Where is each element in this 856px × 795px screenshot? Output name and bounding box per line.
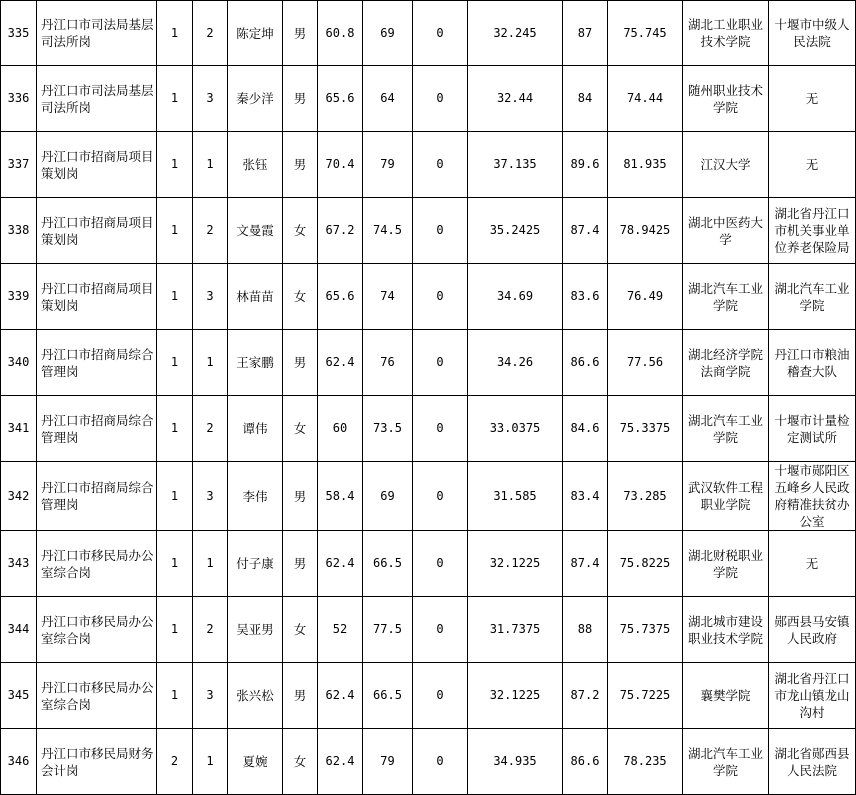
table-row [1, 66, 856, 132]
written-score-cell: 65.6 [318, 66, 363, 132]
name-cell: 林苗苗 [228, 264, 283, 330]
bonus-score-cell: 0 [413, 198, 468, 264]
name-cell: 秦少洋 [228, 66, 283, 132]
row-number: 345 [1, 663, 37, 729]
hiring-count-cell: 1 [157, 531, 193, 597]
converted-score-cell: 37.135 [468, 132, 563, 198]
converted-score-cell: 34.26 [468, 330, 563, 396]
bonus-score-cell: 0 [413, 396, 468, 462]
rank-cell: 2 [193, 1, 228, 66]
row-number: 346 [1, 729, 37, 795]
name-cell: 李伟 [228, 462, 283, 531]
total-score-cell: 75.7375 [608, 597, 683, 663]
school-cell: 湖北汽车工业学院 [683, 396, 769, 462]
workplace-cell: 无 [769, 66, 856, 132]
hiring-count-cell: 1 [157, 198, 193, 264]
gender-cell: 男 [283, 462, 318, 531]
interview-score-cell: 66.5 [363, 531, 413, 597]
total-score-cell: 81.935 [608, 132, 683, 198]
row-number: 341 [1, 396, 37, 462]
skill-score-cell: 84 [563, 66, 608, 132]
rank-cell: 2 [193, 396, 228, 462]
written-score-cell: 60 [318, 396, 363, 462]
row-number: 339 [1, 264, 37, 330]
table-row [1, 264, 856, 330]
bonus-score-cell: 0 [413, 729, 468, 795]
total-score-cell: 74.44 [608, 66, 683, 132]
interview-score-cell: 66.5 [363, 663, 413, 729]
rank-cell: 1 [193, 729, 228, 795]
gender-cell: 男 [283, 1, 318, 66]
bonus-score-cell: 0 [413, 1, 468, 66]
total-score-cell: 75.3375 [608, 396, 683, 462]
skill-score-cell: 87.4 [563, 198, 608, 264]
skill-score-cell: 88 [563, 597, 608, 663]
converted-score-cell: 32.44 [468, 66, 563, 132]
converted-score-cell: 31.7375 [468, 597, 563, 663]
workplace-cell: 无 [769, 531, 856, 597]
school-cell: 随州职业技术学院 [683, 66, 769, 132]
table-row [1, 462, 856, 531]
written-score-cell: 65.6 [318, 264, 363, 330]
rank-cell: 3 [193, 66, 228, 132]
interview-score-cell: 79 [363, 729, 413, 795]
hiring-count-cell: 1 [157, 330, 193, 396]
hiring-count-cell: 1 [157, 462, 193, 531]
row-number: 343 [1, 531, 37, 597]
table-row [1, 330, 856, 396]
total-score-cell: 78.9425 [608, 198, 683, 264]
workplace-cell: 十堰市郧阳区五峰乡人民政府精准扶贫办公室 [769, 462, 856, 531]
hiring-count-cell: 1 [157, 66, 193, 132]
table-body [1, 1, 856, 795]
position-cell: 丹江口市招商局综合管理岗 [37, 396, 157, 462]
name-cell: 谭伟 [228, 396, 283, 462]
school-cell: 湖北汽车工业学院 [683, 264, 769, 330]
workplace-cell: 郧西县马安镇人民政府 [769, 597, 856, 663]
row-number: 340 [1, 330, 37, 396]
converted-score-cell: 32.245 [468, 1, 563, 66]
skill-score-cell: 83.4 [563, 462, 608, 531]
written-score-cell: 58.4 [318, 462, 363, 531]
converted-score-cell: 33.0375 [468, 396, 563, 462]
skill-score-cell: 87 [563, 1, 608, 66]
gender-cell: 男 [283, 330, 318, 396]
interview-score-cell: 74 [363, 264, 413, 330]
bonus-score-cell: 0 [413, 66, 468, 132]
name-cell: 王家鹏 [228, 330, 283, 396]
school-cell: 湖北工业职业技术学院 [683, 1, 769, 66]
skill-score-cell: 86.6 [563, 330, 608, 396]
name-cell: 付子康 [228, 531, 283, 597]
total-score-cell: 77.56 [608, 330, 683, 396]
total-score-cell: 75.7225 [608, 663, 683, 729]
total-score-cell: 75.745 [608, 1, 683, 66]
school-cell: 湖北财税职业学院 [683, 531, 769, 597]
hiring-count-cell: 1 [157, 264, 193, 330]
written-score-cell: 52 [318, 597, 363, 663]
name-cell: 张钰 [228, 132, 283, 198]
school-cell: 湖北中医药大学 [683, 198, 769, 264]
written-score-cell: 67.2 [318, 198, 363, 264]
row-number: 344 [1, 597, 37, 663]
written-score-cell: 70.4 [318, 132, 363, 198]
rank-cell: 3 [193, 663, 228, 729]
workplace-cell: 丹江口市粮油稽查大队 [769, 330, 856, 396]
skill-score-cell: 87.2 [563, 663, 608, 729]
position-cell: 丹江口市移民局办公室综合岗 [37, 531, 157, 597]
written-score-cell: 62.4 [318, 663, 363, 729]
written-score-cell: 62.4 [318, 330, 363, 396]
converted-score-cell: 35.2425 [468, 198, 563, 264]
interview-score-cell: 76 [363, 330, 413, 396]
position-cell: 丹江口市招商局项目策划岗 [37, 264, 157, 330]
position-cell: 丹江口市移民局办公室综合岗 [37, 663, 157, 729]
table-row [1, 597, 856, 663]
converted-score-cell: 31.585 [468, 462, 563, 531]
table-row [1, 132, 856, 198]
school-cell: 湖北城市建设职业技术学院 [683, 597, 769, 663]
position-cell: 丹江口市司法局基层司法所岗 [37, 1, 157, 66]
position-cell: 丹江口市招商局综合管理岗 [37, 330, 157, 396]
name-cell: 夏婉 [228, 729, 283, 795]
converted-score-cell: 32.1225 [468, 531, 563, 597]
total-score-cell: 78.235 [608, 729, 683, 795]
name-cell: 张兴松 [228, 663, 283, 729]
row-number: 337 [1, 132, 37, 198]
bonus-score-cell: 0 [413, 663, 468, 729]
gender-cell: 男 [283, 531, 318, 597]
rank-cell: 2 [193, 597, 228, 663]
name-cell: 陈定坤 [228, 1, 283, 66]
table-row [1, 729, 856, 795]
rank-cell: 1 [193, 531, 228, 597]
gender-cell: 女 [283, 396, 318, 462]
interview-score-cell: 69 [363, 462, 413, 531]
interview-score-cell: 69 [363, 1, 413, 66]
position-cell: 丹江口市移民局财务会计岗 [37, 729, 157, 795]
skill-score-cell: 89.6 [563, 132, 608, 198]
rank-cell: 3 [193, 462, 228, 531]
workplace-cell: 十堰市中级人民法院 [769, 1, 856, 66]
hiring-count-cell: 1 [157, 132, 193, 198]
bonus-score-cell: 0 [413, 531, 468, 597]
bonus-score-cell: 0 [413, 462, 468, 531]
skill-score-cell: 84.6 [563, 396, 608, 462]
interview-score-cell: 77.5 [363, 597, 413, 663]
skill-score-cell: 83.6 [563, 264, 608, 330]
hiring-count-cell: 1 [157, 663, 193, 729]
gender-cell: 女 [283, 729, 318, 795]
gender-cell: 女 [283, 264, 318, 330]
table-row [1, 198, 856, 264]
bonus-score-cell: 0 [413, 264, 468, 330]
position-cell: 丹江口市司法局基层司法所岗 [37, 66, 157, 132]
workplace-cell: 湖北省丹江口市机关事业单位养老保险局 [769, 198, 856, 264]
total-score-cell: 76.49 [608, 264, 683, 330]
workplace-cell: 十堰市计量检定测试所 [769, 396, 856, 462]
school-cell: 江汉大学 [683, 132, 769, 198]
row-number: 338 [1, 198, 37, 264]
gender-cell: 男 [283, 66, 318, 132]
table-row [1, 663, 856, 729]
interview-score-cell: 64 [363, 66, 413, 132]
converted-score-cell: 34.69 [468, 264, 563, 330]
gender-cell: 男 [283, 663, 318, 729]
hiring-count-cell: 1 [157, 396, 193, 462]
interview-score-cell: 74.5 [363, 198, 413, 264]
rank-cell: 3 [193, 264, 228, 330]
bonus-score-cell: 0 [413, 330, 468, 396]
position-cell: 丹江口市招商局项目策划岗 [37, 198, 157, 264]
position-cell: 丹江口市招商局综合管理岗 [37, 462, 157, 531]
table-row [1, 396, 856, 462]
gender-cell: 男 [283, 132, 318, 198]
converted-score-cell: 32.1225 [468, 663, 563, 729]
school-cell: 武汉软件工程职业学院 [683, 462, 769, 531]
written-score-cell: 60.8 [318, 1, 363, 66]
workplace-cell: 湖北省郧西县人民法院 [769, 729, 856, 795]
total-score-cell: 75.8225 [608, 531, 683, 597]
row-number: 342 [1, 462, 37, 531]
gender-cell: 女 [283, 597, 318, 663]
written-score-cell: 62.4 [318, 729, 363, 795]
written-score-cell: 62.4 [318, 531, 363, 597]
school-cell: 湖北汽车工业学院 [683, 729, 769, 795]
row-number: 335 [1, 1, 37, 66]
interview-score-cell: 79 [363, 132, 413, 198]
skill-score-cell: 87.4 [563, 531, 608, 597]
interview-score-cell: 73.5 [363, 396, 413, 462]
gender-cell: 女 [283, 198, 318, 264]
school-cell: 湖北经济学院法商学院 [683, 330, 769, 396]
position-cell: 丹江口市移民局办公室综合岗 [37, 597, 157, 663]
rank-cell: 1 [193, 330, 228, 396]
school-cell: 襄樊学院 [683, 663, 769, 729]
name-cell: 文曼霞 [228, 198, 283, 264]
workplace-cell: 湖北汽车工业学院 [769, 264, 856, 330]
skill-score-cell: 86.6 [563, 729, 608, 795]
workplace-cell: 无 [769, 132, 856, 198]
position-cell: 丹江口市招商局项目策划岗 [37, 132, 157, 198]
workplace-cell: 湖北省丹江口市龙山镇龙山沟村 [769, 663, 856, 729]
hiring-count-cell: 1 [157, 597, 193, 663]
hiring-count-cell: 1 [157, 1, 193, 66]
table-row [1, 531, 856, 597]
rank-cell: 1 [193, 132, 228, 198]
rank-cell: 2 [193, 198, 228, 264]
row-number: 336 [1, 66, 37, 132]
hiring-count-cell: 2 [157, 729, 193, 795]
converted-score-cell: 34.935 [468, 729, 563, 795]
name-cell: 吴亚男 [228, 597, 283, 663]
bonus-score-cell: 0 [413, 597, 468, 663]
bonus-score-cell: 0 [413, 132, 468, 198]
total-score-cell: 73.285 [608, 462, 683, 531]
table-row [1, 1, 856, 66]
